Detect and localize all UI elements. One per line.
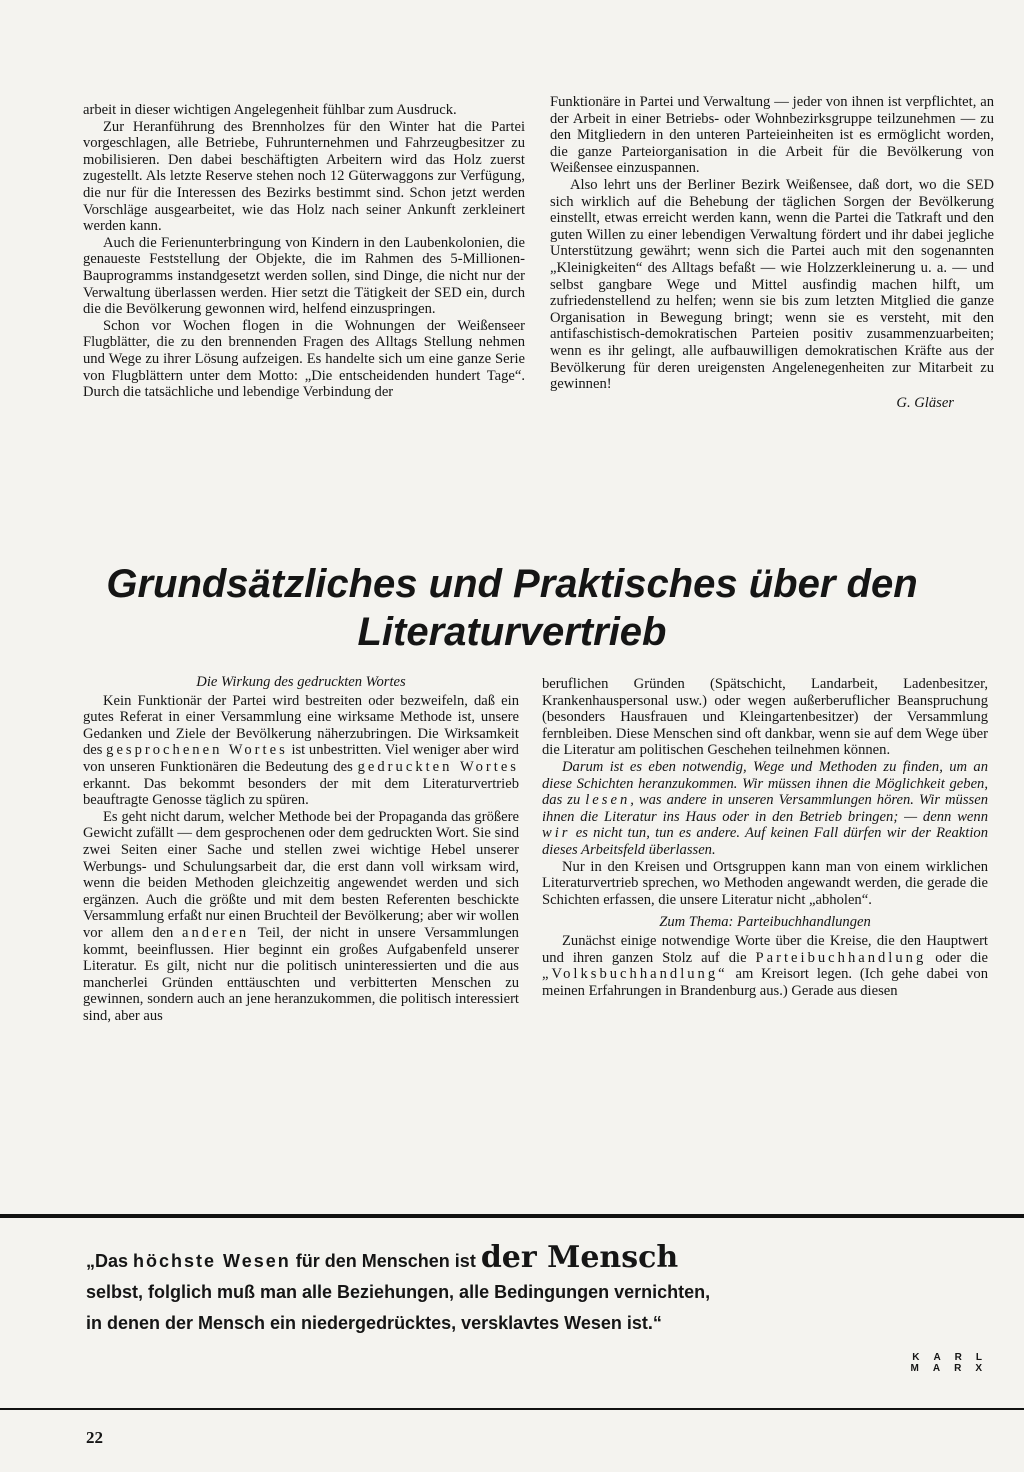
text: „Das — [86, 1251, 129, 1271]
text: Teil, der nicht in unsere Versammlungen kommt, beeinflussen. Hier beginnt ein großes Aufgabenfeld unserer Literatur. Es gilt, nicht nur die politisch uninteressierten und die aus mancherlei Gründen enttäuschten und verbitterten Menschen zu gewinnen, sondern auch an jene heranzukommen, die politisch interessiert sind, aber aus — [83, 924, 519, 1024]
spaced-text: lesen — [585, 792, 631, 809]
column-3 — [83, 674, 519, 1024]
text: für den Menschen ist — [295, 1251, 476, 1271]
paragraph — [542, 933, 988, 999]
spaced-text: gesprochenen Wortes — [106, 742, 288, 759]
author-signature: G. Gläser — [896, 394, 954, 411]
paragraph: Schon vor Wochen flogen in die Wohnungen der Weißenseer Flugblätter, die zu den brennenden Fragen des Alltags Stellung nehmen und Wege zu ihrer Lösung aufzeigen. Es handelte sich um eine ganze Serie von Flugblättern unter dem Motto: „Die entscheidenden hundert Tage“. Durch die tatsächliche und lebendige Verbindung der — [83, 317, 525, 401]
text: oder die — [935, 949, 988, 966]
text: es nicht tun, tun es andere. Auf keinen Fall dürfen wir der Reaktion dieses Arbeitsfeld überlassen. — [542, 825, 988, 858]
marx-quote — [86, 1242, 806, 1339]
italic-paragraph — [542, 759, 988, 859]
paragraph: Auch die Ferienunterbringung von Kindern in den Laubenkolonien, die genaueste Feststellung der Objekte, die im Rahmen des 5-Millionen-Bauprogramms instandgesetzt werden sollen, sind Dinge, die nicht nur der Verwaltung überlassen werden. Hier setzt die Tätigkeit der SED ein, durch die die Bevölkerung gewonnen wird, helfend einzuspringen. — [83, 234, 525, 318]
text: ist unbestritten. Viel weniger aber wird von unseren Funktionären die Bedeutung des — [83, 742, 519, 775]
paragraph — [83, 809, 519, 1025]
text: Darum ist es eben notwendig, Wege und Methoden zu finden, um an diese Schichten heranzukommen. Wir müssen ihnen die Möglichkeit geben, das zu — [542, 758, 988, 809]
column-4 — [542, 676, 988, 999]
quote-line-1 — [86, 1242, 806, 1277]
text: Es geht nicht darum, welcher Methode bei der Propaganda das größere Gewicht zufällt — dem gesprochenen oder dem gedruckten Wort. Sie sind zwei Seiten einer Sache und stellen zwei wichtige Hebel unserer Werbungs- und Schulungsarbeit dar, die erst dann voll wirksam wird, wenn die beiden Methoden gleichzeitig angewendet werden und sich ergänzen. Auch die größte und mit dem besten Referenten beschickte Versammlung erfaßt nur einen Bruchteil der Bevölkerung; aber wir wollen vor allem den — [83, 808, 519, 941]
paragraph: Zur Heranführung des Brennholzes für den Winter hat die Partei vorgeschlagen, alle Betriebe, Fuhrunternehmen und Fahrzeugbesitzer zu mobilisieren. Den dabei beschäftigten Arbeitern wird das Holz zuerst zugestellt. Als letzte Reserve stehen noch 12 Güterwaggons zur Verfügung, die nur für die Interessen des Bezirks bestimmt sind. Schon jetzt werden Vorschläge ausgearbeitet, wie das Holz nach seiner Ankunft zerkleinert werden kann. — [83, 118, 525, 235]
text: Zunächst einige notwendige Worte über die Kreise, die den Hauptwert und ihren ganzen Stolz auf die — [542, 932, 988, 966]
paragraph: arbeit in dieser wichtigen Angelegenheit fühlbar zum Ausdruck. — [83, 102, 457, 118]
text: erkannt. Das bekommt besonders der mit dem Literaturvertrieb beauftragte Genosse täglich zu spüren. — [83, 775, 519, 809]
paragraph — [83, 693, 519, 809]
spaced-text: Parteibuchhandlung — [755, 949, 927, 966]
paragraph: beruflichen Gründen (Spätschicht, Landarbeit, Ladenbesitzer, Krankenhauspersonal usw.) oder wegen außerberuflicher Beanspruchung (besonders Hausfrauen und Kleingartenbesitzer) der Versammlung fernbleiben. Diese Menschen sind oft dankbar, wenn sie auf dem Wege über die Literatur am politischen Geschehen teilnehmen können. — [542, 676, 988, 759]
spaced-text: gedruckten Wortes — [357, 758, 519, 775]
column-2 — [550, 94, 994, 411]
quote-author: KARL MARX — [910, 1352, 996, 1374]
spaced-text: „Volksbuchhandlung“ — [542, 966, 728, 983]
emphasis: der Mensch — [480, 1240, 679, 1275]
divider-rule — [0, 1214, 1024, 1218]
spaced-text: anderen — [182, 924, 250, 941]
paragraph: Nur in den Kreisen und Ortsgruppen kann man von einem wirklichen Literaturvertrieb sprechen, wo Methoden angewandt werden, die gerade die Schichten erfassen, die unsere Literatur nicht „abholen“. — [542, 858, 988, 908]
page-number: 22 — [86, 1428, 103, 1447]
quote-line-2: selbst, folglich muß man alle Beziehungen, alle Bedingungen vernichten, — [86, 1282, 711, 1302]
paragraph: Funktionäre in Partei und Verwaltung — jeder von ihnen ist verpflichtet, an der Arbeit in einer Betriebs- oder Wohnbezirksgruppe teilzunehmen — zu den Mitgliedern in den unteren Parteieinheiten ist es ermöglicht worden, die ganze Parteiorganisation in die Arbeit für die Bevölkerung von Weißensee einzuspannen. — [550, 94, 994, 177]
text: , was andere in unseren Versammlungen hören. Wir müssen ihnen die Literatur ins Haus oder in den Betrieb bringen; — denn wenn — [542, 792, 988, 825]
quote-line-3: in denen der Mensch ein niedergedrücktes, versklavtes Wesen ist.“ — [86, 1313, 662, 1333]
divider-rule — [0, 1408, 1024, 1410]
paragraph: Also lehrt uns der Berliner Bezirk Weißensee, daß dort, wo die SED sich wirklich auf die Behebung der täglichen Sorgen der Bevölkerung einstellt, etwas erreicht werden kann, wenn die Partei die Tatkraft und den guten Willen zu einer lebendigen Verwaltung fördert und ihr dabei jegliche Unterstützung gewährt; wenn sich die Partei auch mit den sogenannten „Kleinigkeiten“ des Alltags befaßt — wie Holzzerkleinerung u. a. — und selbst gangbare Wege und Mittel ausfindig machen hilft, um zufriedenstellend zu helfen; wenn sie bis zum letzten Mitglied die ganze Organisation in Bewegung bringt; wenn sie es versteht, mit den antifaschistisch-demokratischen Parteien positiv zusammenzuarbeiten; wenn es ihr gelingt, alle aufbauwilligen demokratischen Kräfte aus der Bevölkerung für deren ureigensten Angelenegenheiten zur Mitarbeit zu gewinnen! — [550, 176, 994, 393]
subheading: Die Wirkung des gedruckten Wortes — [196, 674, 406, 690]
article-headline: Grundsätzliches und Praktisches über den Literaturvertrieb — [106, 562, 918, 654]
spaced-text: wir — [542, 825, 571, 842]
subheading: Zum Thema: Parteibuchhandlungen — [659, 914, 871, 931]
text: am Kreisort legen. (Ich gehe dabei von meinen Erfahrungen in Brandenburg aus.) Gerade aus diesen — [542, 966, 988, 999]
text: Kein Funktionär der Partei wird bestreiten oder bezweifeln, daß ein gutes Referat in einer Versammlung eine wirksame Methode ist, unsere Gedanken und Ziele der Bevölkerung näherzubringen. Die Wirksamkeit des — [83, 692, 519, 759]
column-1 — [83, 102, 525, 401]
spaced-text: höchste Wesen — [133, 1251, 291, 1271]
